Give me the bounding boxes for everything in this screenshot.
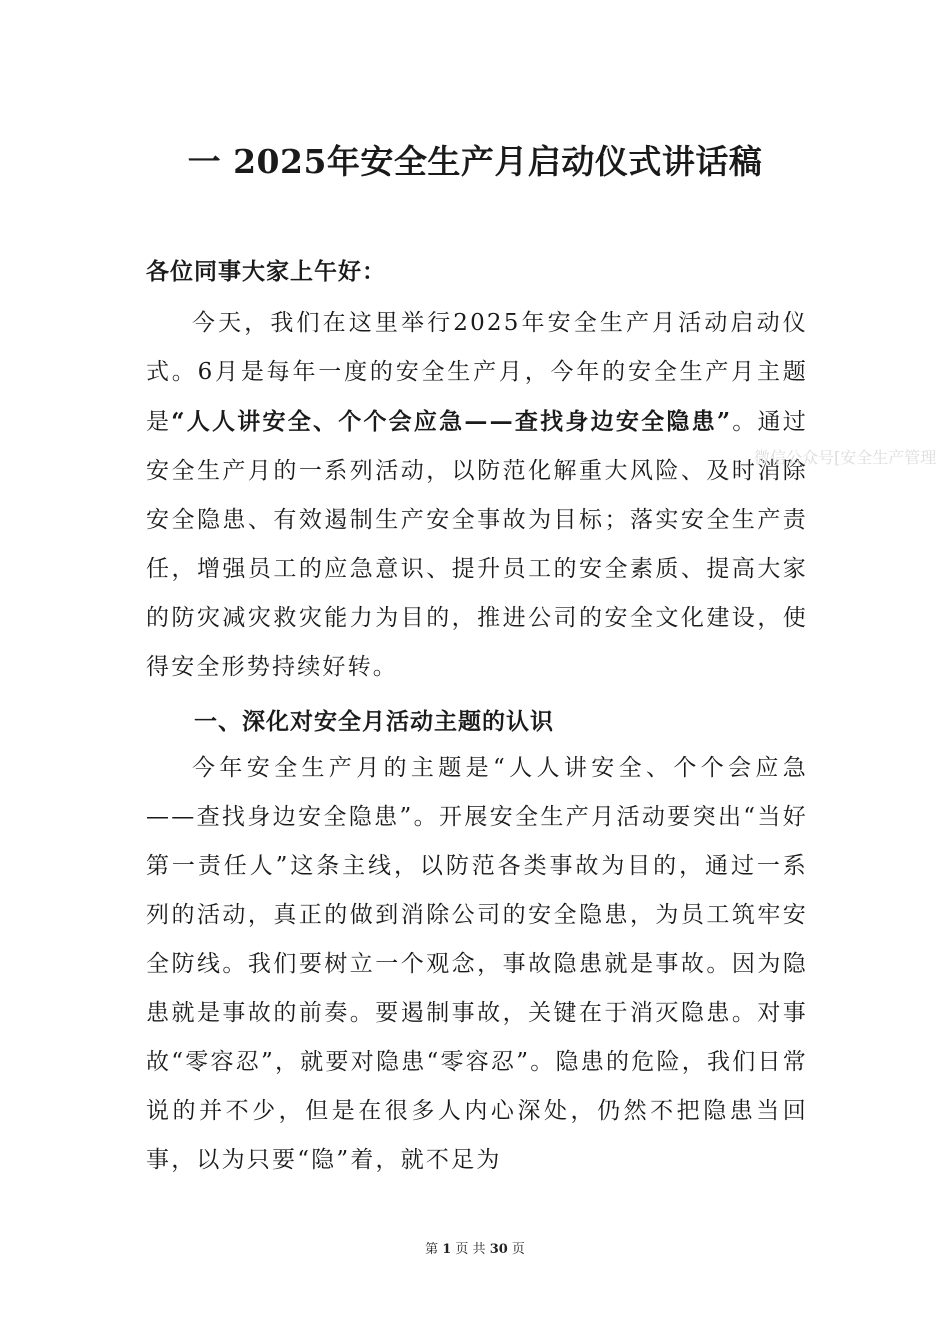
footer-suffix: 页 [511, 1242, 525, 1257]
footer-total-pages: 30 [489, 1242, 508, 1257]
watermark-text: 微信公众号[安全生产管理 [754, 448, 937, 467]
section-heading-1: 一、深化对安全月活动主题的认识 [194, 708, 554, 735]
footer-middle: 页 共 [455, 1242, 486, 1257]
paragraph-2 [146, 744, 808, 1185]
document-title: 一 2025年安全生产月启动仪式讲话稿 [187, 142, 763, 181]
footer-prefix: 第 [425, 1242, 439, 1257]
page-footer [0, 1240, 950, 1260]
theme-quote: “人人讲安全、个个会应急——查找身边安全隐患” [171, 408, 733, 435]
paragraph-1-text-after: 。通过安全生产月的一系列活动，以防范化解重大风险、及时消除安全隐患、有效遏制生产安全事故为目标；落实安全生产责任，增强员工的应急意识、提升员工的安全素质、提高大家的防灾减灾救灾能力为目的，推进公司的安全文化建设，使得安全形势持续好转。 [146, 409, 809, 680]
paragraph-1-text-before: 今天，我们在这里举行2025年安全生产月活动启动仪式。6月是每年一度的安全生产月，今年的安全生产月主题是 [146, 310, 808, 435]
greeting: 各位同事大家上午好： [146, 258, 386, 285]
paragraph-2-text: 今年安全生产月的主题是“人人讲安全、个个会应急——查找身边安全隐患”。开展安全生产月活动要突出“当好第一责任人”这条主线，以防范各类事故为目的，通过一系列的活动，真正的做到消除公司的安全隐患，为员工筑牢安全防线。我们要树立一个观念，事故隐患就是事故。因为隐患就是事故的前奏。要遏制事故，关键在于消灭隐患。对事故“零容忍”，就要对隐患“零容忍”。隐患的危险，我们日常说的并不少，但是在很多人内心深处，仍然不把隐患当回事，以为只要“隐”着，就不足为 [146, 755, 808, 1173]
footer-page-number: 1 [442, 1242, 452, 1257]
paragraph-1 [146, 299, 808, 692]
